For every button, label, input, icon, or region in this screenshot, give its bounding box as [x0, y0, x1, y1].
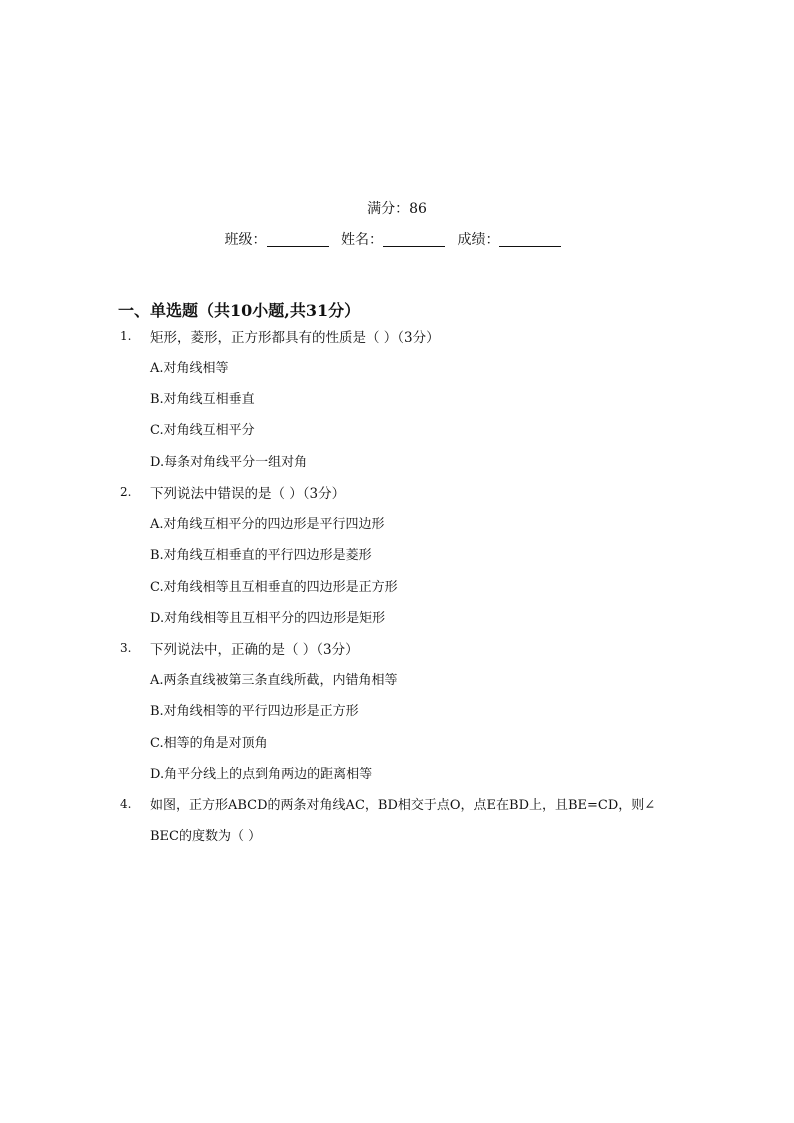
- class-blank: [267, 232, 329, 247]
- student-info-line: [0, 229, 794, 249]
- option-b: B.对角线互相垂直: [150, 392, 255, 407]
- class-label: 班级：: [224, 232, 267, 248]
- option-d: D.角平分线上的点到角两边的距离相等: [150, 767, 373, 782]
- option-b: B.对角线互相垂直的平行四边形是菱形: [150, 548, 372, 563]
- question-text: 矩形，菱形，正方形都具有的性质是（ ）（3分）: [150, 330, 440, 346]
- option-a: A.对角线相等: [150, 361, 229, 376]
- option-c: C.相等的角是对顶角: [150, 736, 268, 751]
- question-number: 1.: [120, 329, 132, 343]
- question-text: 下列说法中，正确的是（ ）（3分）: [150, 642, 359, 658]
- option-d: D.每条对角线平分一组对角: [150, 455, 308, 470]
- question-number: 4.: [120, 797, 132, 811]
- option-a: A.两条直线被第三条直线所截，内错角相等: [150, 673, 398, 688]
- question-text: 如图，正方形ABCD的两条对角线AC，BD相交于点O，点E在BD上，且BE=CD，则∠: [150, 798, 656, 813]
- grade-blank: [499, 232, 561, 247]
- grade-label: 成绩：: [457, 232, 500, 248]
- question-text-continued: BEC的度数为（ ）: [150, 829, 262, 844]
- name-label: 姓名：: [341, 232, 383, 248]
- name-blank: [383, 232, 445, 247]
- section-title: 一、单选题（共10小题,共31分）: [118, 301, 361, 320]
- full-score: 满分：86: [367, 201, 427, 217]
- option-c: C.对角线相等且互相垂直的四边形是正方形: [150, 580, 398, 595]
- option-c: C.对角线互相平分: [150, 423, 255, 438]
- option-b: B.对角线相等的平行四边形是正方形: [150, 704, 359, 719]
- question-number: 2.: [120, 485, 132, 499]
- option-d: D.对角线相等且互相平分的四边形是矩形: [150, 611, 386, 626]
- question-text: 下列说法中错误的是（ ）（3分）: [150, 486, 346, 502]
- option-a: A.对角线互相平分的四边形是平行四边形: [150, 517, 385, 532]
- question-number: 3.: [120, 641, 132, 655]
